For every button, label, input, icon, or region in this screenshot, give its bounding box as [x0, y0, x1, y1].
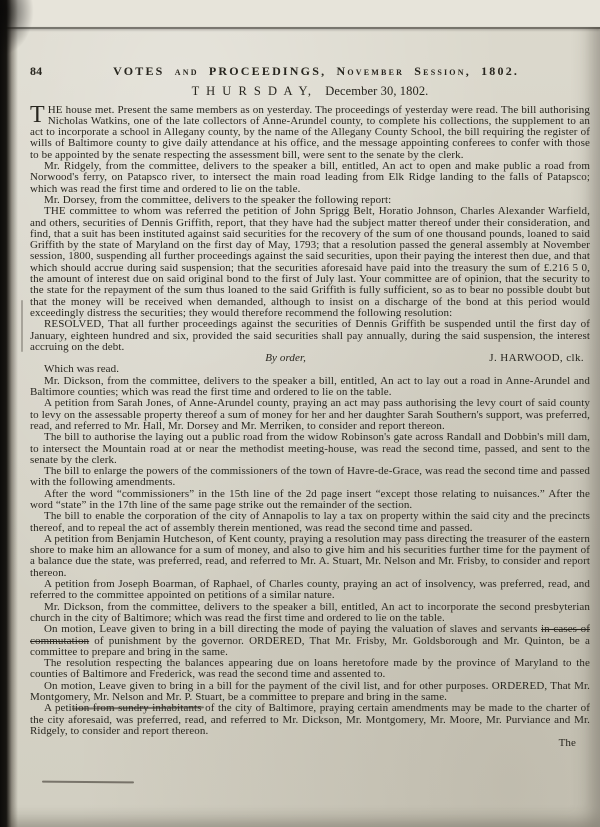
scan-crease-line — [6, 27, 600, 29]
paragraph-text: HE house met. Present the same members as on yesterday. The proceedings of yesterday were read. The bill authorising Nicholas Watkins, one of the late collectors of Anne-Arundel county, to complete his collections, the supplement to an act to incorporate a school in Allegany county, by the name of the Allegany County School, the bill requiring the register of wills of Baltimore county to give daily attendance at his office, and the message appointing conferees to confer with those to be appointed by the senate respecting the assessment bill, were sent to the senate by the clerk. — [30, 103, 590, 161]
paragraph-amendments: After the word “commissioners” in the 15th line of the 2d page insert “except those relating to nuisances.” After the word “state” in the 17th line of the same page strike out the remainder of the section. — [30, 487, 590, 511]
paragraph-resolved: RESOLVED, That all further proceedings against the securities of Dennis Griffith be suspended until the first day of January, eighteen hundred and six, provided the said securities shall pay annually, during the said suspension, the interest accruing on the debt. — [30, 318, 590, 353]
paragraph-havre-de-grace-bill: The bill to enlarge the powers of the commissioners of the town of Havre-de-Grace, was read the second time and passed with the following amendments. — [30, 465, 590, 489]
clerk-signature: J. HARWOOD, clk. — [489, 352, 584, 365]
by-order-label: By order, — [265, 352, 307, 365]
catchword: The — [558, 737, 576, 750]
day-heading — [30, 86, 590, 97]
page-content — [30, 66, 590, 821]
journal-title: VOTES and PROCEEDINGS, November Session, 1802. — [113, 64, 520, 78]
page-header — [30, 66, 590, 77]
paragraph-boarman-petition: A petition from Joseph Boarman, of Raphael, of Charles county, praying an act of insolvency, was preferred, read, and referred to the committee appointed on petitions of a similar nature. — [30, 578, 590, 602]
paragraph-baltimore-charter-petition: A petition from sundry inhabitants of the city of Baltimore, praying certain amendments may be made to the charter of the city aforesaid, was preferred, read, and referred to Mr. Dickson, Mr. Montgomery, Mr. Moore, Mr. Purviance and Mr. Ridgely, to consider and report thereon. — [30, 702, 590, 737]
book-binding-shadow — [0, 0, 18, 827]
paragraph-text: of punishment by the governor. ORDERED, That Mr. Frisby, Mr. Goldsborough and Mr. Quinton, be a committee to prepare and bring in the same. — [30, 634, 590, 658]
paragraph-annapolis-tax-bill: The bill to enable the corporation of the city of Annapolis to lay a tax on property within the said city and the precincts thereof, and to repeal the act of assembly therein mentioned, was read the second time and passed. — [30, 510, 590, 534]
paragraph-committee-report: THE committee to whom was referred the petition of John Sprigg Belt, Horatio Johnson, Charles Alexander Warfield, and others, securities of Dennis Griffith, report, that they have had the subject matter thereof under their consideration, and find, that a suit has been instituted against said securities for the recovery of the sum of one thousand pounds, loaned to said Griffith by the state of Maryland on the first day of May, 1793; that a resolution passed the general assembly at November session, 1800, suspending all further proceedings against the said securities, upon their paying the interest then due, and that which should accrue during said suspension; that the securities aforesaid have paid into the treasury the sum of £.216 5 0, the amount of interest due on said original bond to the first of July last. Your committee are of opinion, that the security to the state for the repayment of the sum thus loaned to the said Griffith is fully sufficient, so as to bear no possible doubt but that the money will be received when demanded, although to insist on a discharge of the bond at this period would exceedingly distress the securities; they would therefore recommend the following resolution: — [30, 205, 590, 319]
scan-corner-blot — [0, 0, 34, 56]
day-name: T H U R S D A Y, — [191, 84, 313, 99]
paragraph-robinson-road-bill: The bill to authorise the laying out a public road from the widow Robinson's gate across Randall and Dobbin's mill dam, to intersect the Mountain road at or near the methodist meeting-house, was read the second time, passed, and sent to the senate by the clerk. — [30, 431, 590, 466]
scan-top-edge — [6, 0, 600, 27]
paragraph-presbyterian-church-bill: Mr. Dickson, from the committee, delivers to the speaker a bill, entitled, An act to incorporate the second presbyterian church in the city of Baltimore; which was read the first time and ordered to lie on the table. — [30, 600, 590, 624]
paragraph-dorsey-report-intro: Mr. Dorsey, from the committee, delivers to the speaker the following report: — [44, 193, 392, 206]
paragraph-house-met — [30, 101, 590, 161]
ink-mark — [21, 300, 23, 352]
paragraph-loans-resolution: The resolution respecting the balances appearing due on loans heretofore made by the province of Maryland to the counties of Baltimore and Frederick, was read the second time and assented to. — [30, 657, 590, 681]
page-number: 84 — [30, 64, 43, 78]
day-date: December 30, 1802. — [325, 84, 429, 99]
paragraph-text: On motion, Leave given to bring in a bill directing the mode of paying the valuation of slaves and servants — [44, 623, 542, 636]
paragraph-ridgely-road-bill: Mr. Ridgely, from the committee, delivers to the speaker a bill, entitled, An act to open and make public a road from Norwood's ferry, on Patapsco river, to intersect the main road leading from Elk Ridge landing to the falls of Patapsco; which was read the first time and ordered to lie on the table. — [30, 160, 590, 195]
drop-cap: T — [30, 101, 45, 128]
struck-text: in cases of commutation — [30, 623, 590, 647]
paragraph-sarah-jones-petition: A petition from Sarah Jones, of Anne-Arundel county, praying an act may pass authorising the levy court of said county to levy on the assessable property thereof a sum of money for her and her daughter Sarah Southern's support, was preferred, read, and referred to Mr. Hall, Mr. Dorsey and Mr. Merriken, to consider and report thereon. — [30, 397, 590, 432]
paragraph-slaves-valuation-motion — [30, 624, 590, 658]
paragraph-dickson-road-bill: Mr. Dickson, from the committee, delivers to the speaker a bill, entitled, An act to lay out a road in Anne-Arundel and Baltimore counties; which was read the first time and ordered to lie on the table. — [30, 374, 590, 399]
paragraph-civil-list-motion: On motion, Leave given to bring in a bill for the payment of the civil list, and for other purposes. ORDERED, That Mr. Montgomery, Mr. Nelson and Mr. P. Stuart, be a committee to prepare and bring in the same. — [30, 679, 590, 704]
paragraph-hutcheson-petition: A petition from Benjamin Hutcheson, of Kent county, praying a resolution may pass directing the treasurer of the eastern shore to make him an allowance for a sum of money, and also to give him and his securities further time for the payment of a balance due the state, was preferred, read, and referred to Mr. A. Stuart, Mr. Nelson and Mr. Frisby, to consider and report thereon. — [30, 532, 590, 579]
paragraph-which-was-read: Which was read. — [44, 363, 120, 376]
